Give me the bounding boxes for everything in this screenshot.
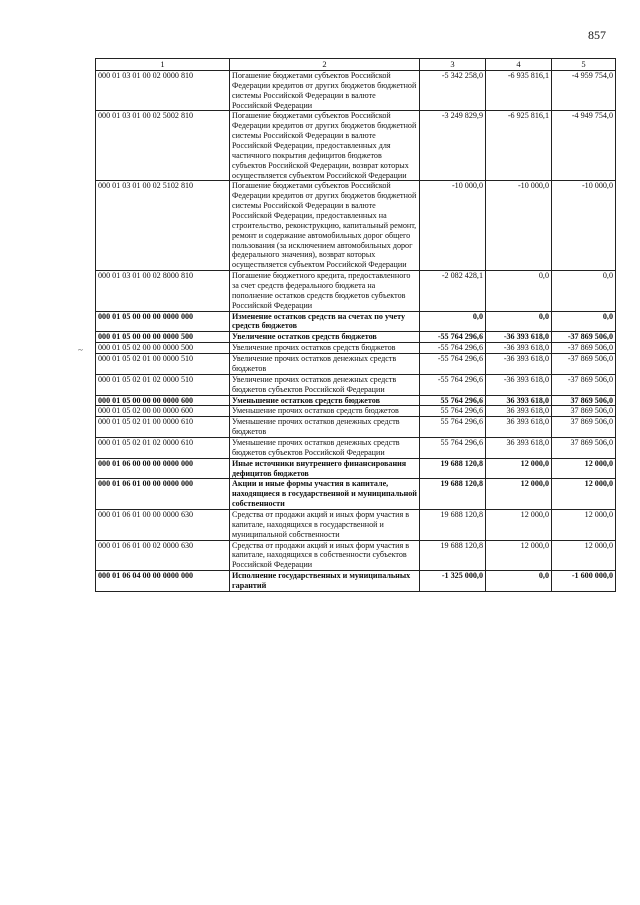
column-header: 3 xyxy=(420,59,486,71)
budget-code-cell: 000 01 06 04 00 00 0000 000 xyxy=(96,571,230,592)
description-cell: Уменьшение прочих остатков средств бюджетов xyxy=(230,406,420,417)
budget-code-cell: 000 01 05 02 00 00 0000 600 xyxy=(96,406,230,417)
table-row xyxy=(96,332,616,343)
description-cell: Погашение бюджетами субъектов Российской Федерации кредитов от других бюджетов бюджетной системы Российской Федерации в валюте Российской Федерации, предоставленных на строительство, реконструкцию, капитальный ремонт, ремонт и содержание автомобильных дорог общего пользования (за исключением автомобильных дорог федерального значения), возврат которых осуществляется субъектом Российской Федерации xyxy=(230,181,420,271)
budget-code-cell: 000 01 05 02 00 00 0000 500 xyxy=(96,343,230,354)
table-row xyxy=(96,509,616,540)
value-col4-cell: 12 000,0 xyxy=(486,458,552,479)
column-header: 2 xyxy=(230,59,420,71)
value-col3-cell: -3 249 829,9 xyxy=(420,111,486,181)
value-col5-cell: 12 000,0 xyxy=(552,540,616,571)
table-row xyxy=(96,479,616,510)
value-col5-cell: 12 000,0 xyxy=(552,458,616,479)
budget-code-cell: 000 01 05 02 01 00 0000 610 xyxy=(96,417,230,438)
budget-code-cell: 000 01 03 01 00 02 5102 810 xyxy=(96,181,230,271)
table-row xyxy=(96,458,616,479)
description-cell: Уменьшение прочих остатков денежных средств бюджетов субъектов Российской Федерации xyxy=(230,437,420,458)
budget-code-cell: 000 01 05 00 00 00 0000 600 xyxy=(96,395,230,406)
value-col4-cell: 36 393 618,0 xyxy=(486,417,552,438)
description-cell: Изменение остатков средств на счетах по учету средств бюджетов xyxy=(230,311,420,332)
budget-code-cell: 000 01 05 02 01 02 0000 610 xyxy=(96,437,230,458)
value-col3-cell: -55 764 296,6 xyxy=(420,332,486,343)
value-col4-cell: -36 393 618,0 xyxy=(486,343,552,354)
value-col3-cell: 19 688 120,8 xyxy=(420,458,486,479)
budget-code-cell: 000 01 06 01 00 00 0000 630 xyxy=(96,509,230,540)
value-col4-cell: 36 393 618,0 xyxy=(486,406,552,417)
description-cell: Погашение бюджетами субъектов Российской Федерации кредитов от других бюджетов бюджетной системы Российской Федерации в валюте Российской Федерации xyxy=(230,71,420,111)
value-col3-cell: 55 764 296,6 xyxy=(420,437,486,458)
value-col4-cell: -6 925 816,1 xyxy=(486,111,552,181)
description-cell: Увеличение остатков средств бюджетов xyxy=(230,332,420,343)
value-col3-cell: 55 764 296,6 xyxy=(420,395,486,406)
table-body xyxy=(96,71,616,592)
value-col5-cell: -37 869 506,0 xyxy=(552,354,616,375)
budget-sources-table xyxy=(95,58,616,592)
value-col4-cell: 0,0 xyxy=(486,271,552,311)
table-row xyxy=(96,374,616,395)
value-col3-cell: -2 082 428,1 xyxy=(420,271,486,311)
budget-code-cell: 000 01 06 00 00 00 0000 000 xyxy=(96,458,230,479)
value-col5-cell: -1 600 000,0 xyxy=(552,571,616,592)
budget-code-cell: 000 01 03 01 00 02 8000 810 xyxy=(96,271,230,311)
value-col5-cell: -37 869 506,0 xyxy=(552,374,616,395)
value-col4-cell: -36 393 618,0 xyxy=(486,332,552,343)
budget-code-cell: 000 01 06 01 00 00 0000 000 xyxy=(96,479,230,510)
value-col5-cell: 12 000,0 xyxy=(552,509,616,540)
value-col4-cell: 36 393 618,0 xyxy=(486,395,552,406)
table-row xyxy=(96,343,616,354)
value-col3-cell: -1 325 000,0 xyxy=(420,571,486,592)
value-col3-cell: 55 764 296,6 xyxy=(420,417,486,438)
value-col3-cell: 19 688 120,8 xyxy=(420,509,486,540)
column-header: 5 xyxy=(552,59,616,71)
value-col3-cell: -5 342 258,0 xyxy=(420,71,486,111)
value-col5-cell: 0,0 xyxy=(552,271,616,311)
budget-code-cell: 000 01 05 00 00 00 0000 000 xyxy=(96,311,230,332)
value-col3-cell: 19 688 120,8 xyxy=(420,479,486,510)
value-col5-cell: 37 869 506,0 xyxy=(552,406,616,417)
value-col5-cell: 12 000,0 xyxy=(552,479,616,510)
value-col4-cell: -6 935 816,1 xyxy=(486,71,552,111)
table-header-row xyxy=(96,59,616,71)
budget-code-cell: 000 01 03 01 00 02 0000 810 xyxy=(96,71,230,111)
scan-mark: ~ xyxy=(78,345,83,355)
value-col4-cell: -36 393 618,0 xyxy=(486,354,552,375)
value-col5-cell: -4 959 754,0 xyxy=(552,71,616,111)
table-row xyxy=(96,571,616,592)
budget-code-cell: 000 01 05 02 01 02 0000 510 xyxy=(96,374,230,395)
value-col3-cell: -55 764 296,6 xyxy=(420,354,486,375)
budget-code-cell: 000 01 05 02 01 00 0000 510 xyxy=(96,354,230,375)
value-col3-cell: -55 764 296,6 xyxy=(420,374,486,395)
table-row xyxy=(96,406,616,417)
description-cell: Акции и иные формы участия в капитале, находящиеся в государственной и муниципальной собственности xyxy=(230,479,420,510)
description-cell: Уменьшение прочих остатков денежных средств бюджетов xyxy=(230,417,420,438)
table-row xyxy=(96,71,616,111)
table-row xyxy=(96,437,616,458)
description-cell: Погашение бюджетного кредита, предоставленного за счет средств федерального бюджета на пополнение остатков средств бюджетов субъектов Российской Федерации xyxy=(230,271,420,311)
value-col5-cell: 37 869 506,0 xyxy=(552,437,616,458)
value-col4-cell: -36 393 618,0 xyxy=(486,374,552,395)
value-col5-cell: -4 949 754,0 xyxy=(552,111,616,181)
budget-code-cell: 000 01 03 01 00 02 5002 810 xyxy=(96,111,230,181)
description-cell: Увеличение прочих остатков денежных средств бюджетов субъектов Российской Федерации xyxy=(230,374,420,395)
table-row xyxy=(96,354,616,375)
description-cell: Погашение бюджетами субъектов Российской Федерации кредитов от других бюджетов бюджетной системы Российской Федерации в валюте Российской Федерации, предоставленных для частичного покрытия дефицитов бюджетов субъектов Российской Федерации, возврат которых осуществляется субъектом Российской Федерации xyxy=(230,111,420,181)
table-row xyxy=(96,111,616,181)
value-col3-cell: -55 764 296,6 xyxy=(420,343,486,354)
value-col3-cell: -10 000,0 xyxy=(420,181,486,271)
value-col4-cell: -10 000,0 xyxy=(486,181,552,271)
value-col5-cell: 0,0 xyxy=(552,311,616,332)
value-col5-cell: 37 869 506,0 xyxy=(552,395,616,406)
value-col5-cell: -37 869 506,0 xyxy=(552,332,616,343)
budget-code-cell: 000 01 06 01 00 02 0000 630 xyxy=(96,540,230,571)
table-row xyxy=(96,540,616,571)
value-col3-cell: 0,0 xyxy=(420,311,486,332)
value-col4-cell: 12 000,0 xyxy=(486,509,552,540)
table-row xyxy=(96,417,616,438)
page-number: 857 xyxy=(588,28,606,42)
value-col4-cell: 12 000,0 xyxy=(486,479,552,510)
value-col3-cell: 55 764 296,6 xyxy=(420,406,486,417)
description-cell: Увеличение прочих остатков средств бюджетов xyxy=(230,343,420,354)
value-col5-cell: 37 869 506,0 xyxy=(552,417,616,438)
budget-code-cell: 000 01 05 00 00 00 0000 500 xyxy=(96,332,230,343)
description-cell: Уменьшение остатков средств бюджетов xyxy=(230,395,420,406)
table-row xyxy=(96,395,616,406)
value-col4-cell: 36 393 618,0 xyxy=(486,437,552,458)
table-row xyxy=(96,271,616,311)
table-row xyxy=(96,181,616,271)
description-cell: Средства от продажи акций и иных форм участия в капитале, находящихся в государственной и муниципальной собственности xyxy=(230,509,420,540)
description-cell: Средства от продажи акций и иных форм участия в капитале, находящихся в собственности субъектов Российской Федерации xyxy=(230,540,420,571)
value-col5-cell: -10 000,0 xyxy=(552,181,616,271)
column-header: 4 xyxy=(486,59,552,71)
value-col5-cell: -37 869 506,0 xyxy=(552,343,616,354)
table-row xyxy=(96,311,616,332)
description-cell: Исполнение государственных и муниципальных гарантий xyxy=(230,571,420,592)
description-cell: Увеличение прочих остатков денежных средств бюджетов xyxy=(230,354,420,375)
value-col4-cell: 12 000,0 xyxy=(486,540,552,571)
description-cell: Иные источники внутреннего финансирования дефицитов бюджетов xyxy=(230,458,420,479)
value-col4-cell: 0,0 xyxy=(486,571,552,592)
value-col3-cell: 19 688 120,8 xyxy=(420,540,486,571)
value-col4-cell: 0,0 xyxy=(486,311,552,332)
column-header: 1 xyxy=(96,59,230,71)
